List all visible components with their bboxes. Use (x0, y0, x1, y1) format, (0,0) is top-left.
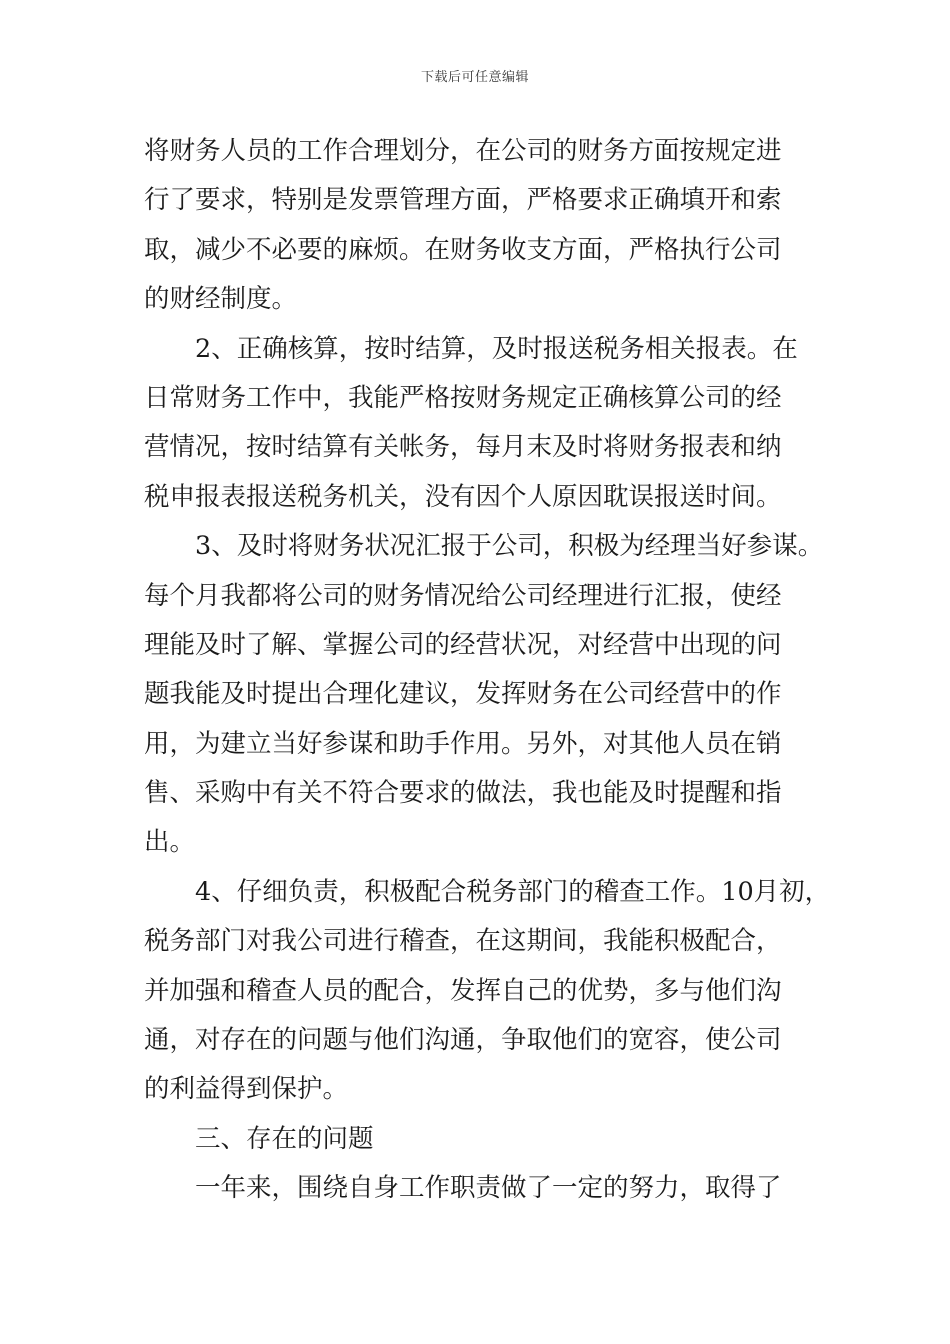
text-line: 通，对存在的问题与他们沟通，争取他们的宽容，使公司 (144, 1025, 782, 1056)
text-line: 2、正确核算，按时结算，及时报送税务相关报表。在 (195, 333, 798, 364)
text-line: 4、仔细负责，积极配合税务部门的稽查工作。10月初， (195, 876, 831, 907)
text-line: 每个月我都将公司的财务情况给公司经理进行汇报，使经 (144, 580, 782, 611)
text-line: 用，为建立当好参谋和助手作用。另外，对其他人员在销 (144, 728, 782, 759)
text-line: 日常财务工作中，我能严格按财务规定正确核算公司的经 (144, 382, 782, 413)
text-line: 售、采购中有关不符合要求的做法，我也能及时提醒和指 (144, 778, 782, 809)
page-header: 下载后可任意编辑 (420, 70, 529, 85)
document-body (144, 127, 831, 1214)
text-line: 的利益得到保护。 (144, 1074, 349, 1105)
text-line: 并加强和稽查人员的配合，发挥自己的优势，多与他们沟 (144, 975, 782, 1006)
text-line: 一年来，围绕自身工作职责做了一定的努力，取得了 (195, 1173, 782, 1204)
text-line: 三、存在的问题 (195, 1123, 374, 1154)
text-line: 取，减少不必要的麻烦。在财务收支方面，严格执行公司 (144, 234, 782, 265)
text-line: 税申报表报送税务机关，没有因个人原因耽误报送时间。 (144, 481, 782, 512)
text-line: 题我能及时提出合理化建议，发挥财务在公司经营中的作 (144, 679, 782, 710)
text-line: 行了要求，特别是发票管理方面，严格要求正确填开和索 (144, 185, 782, 216)
text-line: 3、及时将财务状况汇报于公司，积极为经理当好参谋。 (195, 531, 824, 562)
text-line: 出。 (144, 827, 196, 858)
text-line: 税务部门对我公司进行稽查，在这期间，我能积极配合， (144, 926, 782, 957)
text-line: 的财经制度。 (144, 284, 298, 315)
text-line: 理能及时了解、掌握公司的经营状况，对经营中出现的问 (144, 629, 782, 660)
text-line: 营情况，按时结算有关帐务，每月末及时将财务报表和纳 (144, 432, 782, 463)
text-line: 将财务人员的工作合理划分，在公司的财务方面按规定进 (144, 136, 782, 166)
